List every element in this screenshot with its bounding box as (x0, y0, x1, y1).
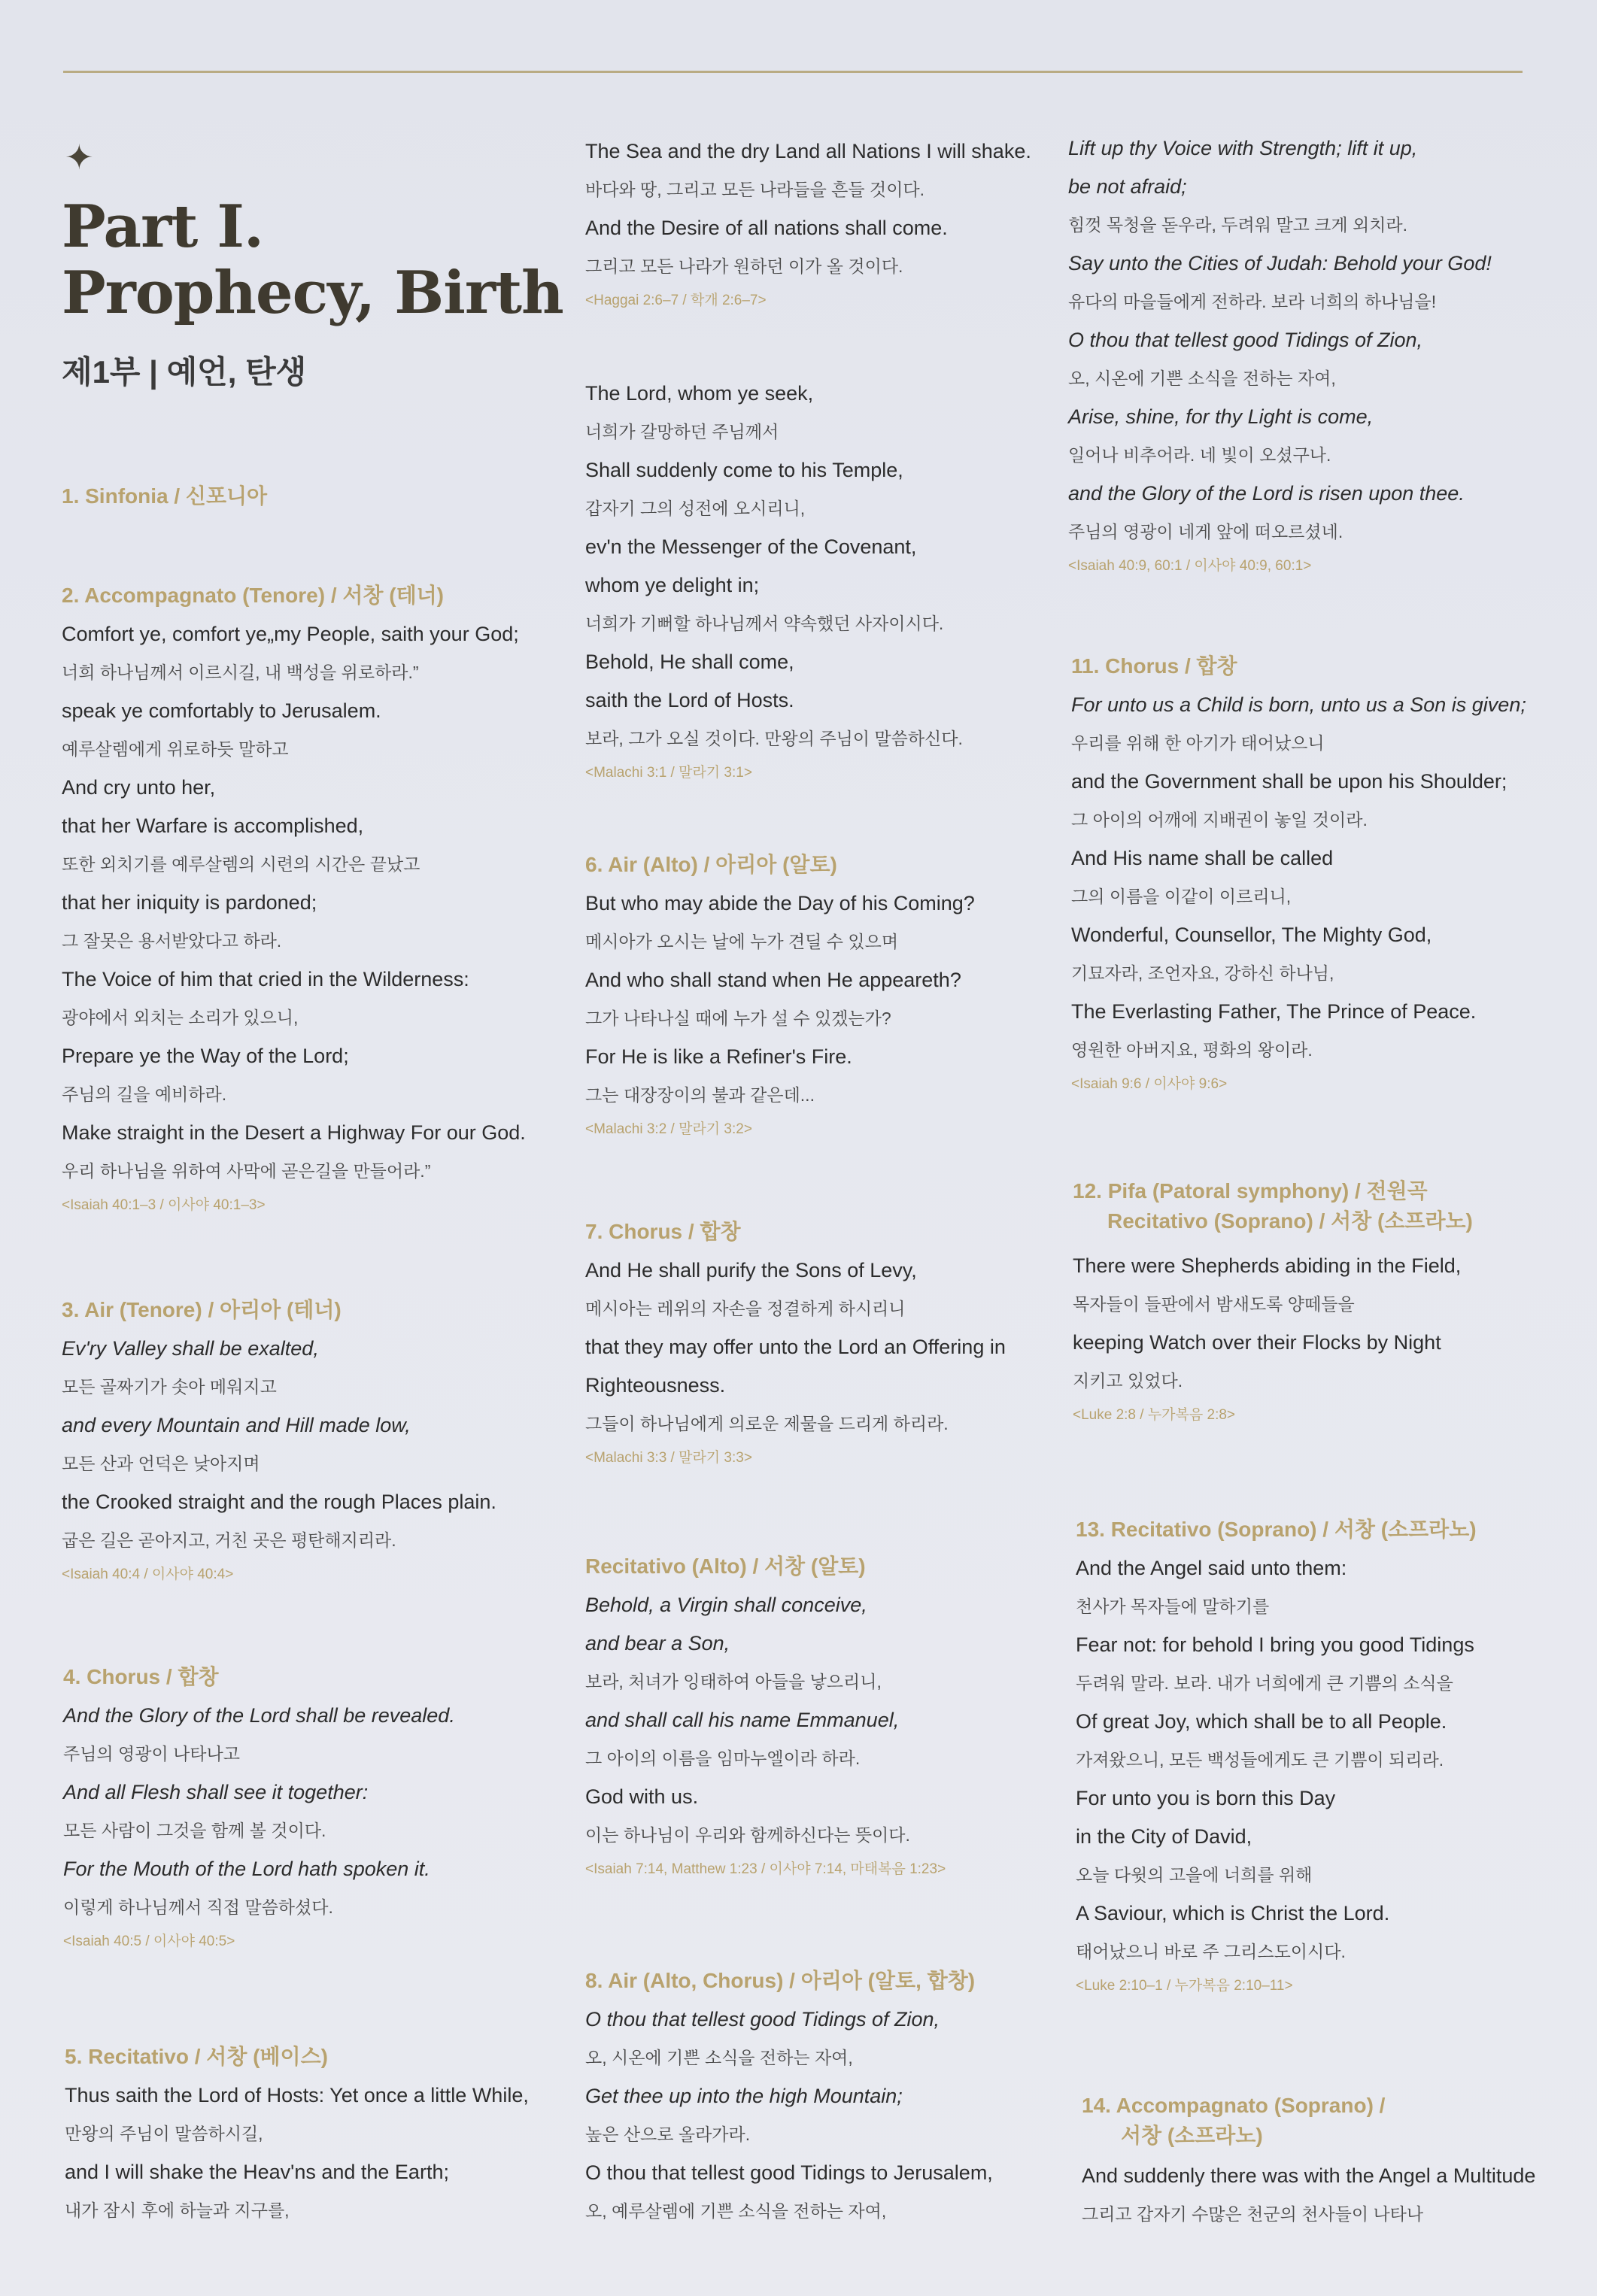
section-recitativo-alto (585, 1551, 946, 1885)
lyric-en: and I will shake the Heav'ns and the Earth; (65, 2161, 449, 2183)
lyric-ko: 높은 산으로 올라가라. (585, 2125, 751, 2144)
lyric-en: For unto us a Child is born, unto us a Son is given; (1071, 693, 1526, 716)
lyric-en: The Lord, whom ye seek, (585, 382, 814, 405)
lyric-en: and bear a Son, (585, 1632, 730, 1655)
lyric-ko: 주님의 길을 예비하라. (62, 1084, 227, 1104)
section-title: 4. Chorus / 합창 (63, 1665, 219, 1688)
lyric-ko: 기묘자라, 조언자요, 강하신 하나님, (1071, 963, 1334, 983)
lyric-en: God with us. (585, 1785, 699, 1808)
lyric-ko: 그 잘못은 용서받았다고 하라. (62, 931, 282, 951)
section-title: 11. Chorus / 합창 (1071, 654, 1237, 678)
lyric-ko: 보라, 처녀가 잉태하여 아들을 낳으리니, (585, 1672, 882, 1691)
lyric-ko: 그 아이의 어깨에 지배권이 놓일 것이라. (1071, 810, 1368, 830)
lyric-en: And all Flesh shall see it together: (63, 1781, 369, 1803)
lyric-ko: 천사가 목자들에 말하기를 (1076, 1597, 1270, 1616)
lyric-ko: 그는 대장장이의 불과 같은데... (585, 1085, 815, 1105)
part-title-line1: Part I. (62, 193, 264, 261)
lyric-en: that her Warfare is accomplished, (62, 814, 364, 837)
lyric-ko: 주님의 영광이 나타나고 (63, 1744, 240, 1764)
lyric-en: ev'n the Messenger of the Covenant, (585, 535, 917, 558)
lyric-en: and shall call his name Emmanuel, (585, 1709, 900, 1731)
lyric-en: And He shall purify the Sons of Levy, (585, 1259, 917, 1281)
section-14 (1082, 2091, 1535, 2234)
lyric-ko: 오, 예루살렘에 기쁜 소식을 전하는 자여, (585, 2201, 887, 2221)
lyric-ko: 오, 시온에 기쁜 소식을 전하는 자여, (585, 2048, 853, 2067)
lyric-ko: 예루살렘에게 위로하듯 말하고 (62, 739, 289, 759)
lyric-ko: 보라, 그가 오실 것이다. 만왕의 주님이 말씀하신다. (585, 729, 963, 748)
lyric-ko: 주님의 영광이 네게 앞에 떠오르셨네. (1068, 522, 1343, 541)
lyric-en: Comfort ye, comfort ye„my People, saith your God; (62, 623, 519, 645)
lyric-en: But who may abide the Day of his Coming? (585, 892, 975, 914)
lyric-ko: 그 아이의 이름을 임마누엘이라 하라. (585, 1749, 861, 1768)
lyric-en: in the City of David, (1076, 1825, 1252, 1848)
lyric-ko: 메시아가 오시는 날에 누가 견딜 수 있으며 (585, 932, 899, 951)
part-title (62, 193, 563, 327)
lyric-ko: 모든 산과 언덕은 낮아지며 (62, 1454, 260, 1473)
lyric-en: And cry unto her, (62, 776, 216, 799)
scripture-reference: <Luke 2:10–1 / 누가복음 2:10–11> (1076, 1978, 1293, 1994)
section-title-line2: Recitativo (Soprano) / 서창 (소프라노) (1107, 1209, 1473, 1233)
section-8-continued (1068, 129, 1492, 581)
lyric-en: And the Angel said unto them: (1076, 1557, 1347, 1579)
scripture-reference: <Isaiah 40:4 / 이사야 40:4> (62, 1567, 234, 1582)
lyric-en: Wonderful, Counsellor, The Mighty God, (1071, 924, 1432, 946)
lyric-ko: 그리고 모든 나라가 원하던 이가 올 것이다. (585, 256, 903, 276)
lyric-en: Thus saith the Lord of Hosts: Yet once a little While, (65, 2084, 529, 2106)
section-4 (63, 1662, 455, 1957)
lyric-en: O thou that tellest good Tidings to Jerusalem, (585, 2161, 993, 2184)
section-title: 7. Chorus / 합창 (585, 1220, 741, 1243)
scripture-reference: <Malachi 3:1 / 말라기 3:1> (585, 765, 752, 781)
lyric-ko: 목자들이 들판에서 밤새도록 양떼들을 (1073, 1294, 1355, 1314)
section-3 (62, 1295, 496, 1590)
lyric-en: O thou that tellest good Tidings of Zion, (585, 2008, 940, 2031)
section-1 (62, 481, 267, 511)
section-title-line2: 서창 (소프라노) (1121, 2124, 1263, 2147)
lyric-ko: 우리를 위해 한 아기가 태어났으니 (1071, 733, 1325, 753)
section-title: 1. Sinfonia / 신포니아 (62, 484, 268, 508)
lyric-ko: 오늘 다윗의 고을에 너희를 위해 (1076, 1865, 1313, 1885)
lyric-en: Behold, He shall come, (585, 651, 794, 673)
lyric-ko: 모든 사람이 그것을 함께 볼 것이다. (63, 1821, 326, 1840)
lyric-en: Of great Joy, which shall be to all People. (1076, 1710, 1447, 1733)
lyric-en: Behold, a Virgin shall conceive, (585, 1594, 867, 1616)
lyric-en: Get thee up into the high Mountain; (585, 2085, 903, 2107)
lyric-ko: 이렇게 하나님께서 직접 말씀하셨다. (63, 1897, 333, 1917)
lyric-en: A Saviour, which is Christ the Lord. (1076, 1902, 1390, 1924)
lyric-ko: 일어나 비추어라. 네 빛이 오셨구나. (1068, 445, 1331, 465)
scripture-reference: <Isaiah 7:14, Matthew 1:23 / 이사야 7:14, 마태복음 1:23> (585, 1861, 946, 1877)
scripture-reference: <Isaiah 40:1–3 / 이사야 40:1–3> (62, 1197, 266, 1213)
section-title (1082, 2091, 1535, 2151)
lyric-ko: 너희가 기뻐할 하나님께서 약속했던 사자이시다. (585, 614, 944, 633)
section-title: 8. Air (Alto, Chorus) / 아리아 (알토, 합창) (585, 1969, 976, 1992)
lyric-ko: 유다의 마을들에게 전하라. 보라 너희의 하나님을! (1068, 292, 1437, 311)
section-7 (585, 1217, 1006, 1473)
scripture-reference: <Malachi 3:2 / 말라기 3:2> (585, 1121, 752, 1137)
lyric-ko: 너희 하나님께서 이르시길, 내 백성을 위로하라.” (62, 663, 419, 682)
lyric-en: And the Desire of all nations shall come. (585, 217, 948, 239)
lyric-en: For the Mouth of the Lord hath spoken it. (63, 1858, 430, 1880)
lyric-en: Prepare ye the Way of the Lord; (62, 1045, 349, 1067)
lyric-ko: 내가 잠시 후에 하늘과 지구를, (65, 2200, 290, 2220)
sparkle-icon: ✦ (65, 138, 94, 177)
section-title: 3. Air (Tenore) / 아리아 (테너) (62, 1298, 342, 1321)
section-5-malachi (585, 375, 963, 788)
lyric-ko: 광야에서 외치는 소리가 있으니, (62, 1008, 299, 1027)
top-divider (63, 71, 1523, 73)
lyric-en: the Crooked straight and the rough Places plain. (62, 1491, 496, 1513)
section-title: 2. Accompagnato (Tenore) / 서창 (테너) (62, 584, 444, 607)
section-11 (1071, 651, 1526, 1099)
lyric-en: For unto you is born this Day (1076, 1787, 1336, 1809)
section-6 (585, 850, 975, 1145)
lyric-en: And who shall stand when He appeareth? (585, 969, 961, 991)
part-title-line2: Prophecy, Birth (62, 259, 563, 327)
lyric-ko: 너희가 갈망하던 주님께서 (585, 422, 779, 441)
lyric-en: The Everlasting Father, The Prince of Peace. (1071, 1000, 1477, 1023)
scripture-reference: <Isaiah 9:6 / 이사야 9:6> (1071, 1076, 1228, 1092)
lyric-en: The Voice of him that cried in the Wilderness: (62, 968, 469, 990)
lyric-en: saith the Lord of Hosts. (585, 689, 794, 711)
lyric-en: And suddenly there was with the Angel a Multitude (1082, 2164, 1536, 2187)
lyric-ko: 모든 골짜기가 솟아 메워지고 (62, 1377, 277, 1397)
lyric-ko: 힘껏 목청을 돋우라, 두려워 말고 크게 외치라. (1068, 215, 1408, 235)
lyric-en: Make straight in the Desert a Highway For our God. (62, 1121, 526, 1144)
lyric-ko: 두려워 말라. 보라. 내가 너희에게 큰 기쁨의 소식을 (1076, 1673, 1453, 1693)
lyric-en: There were Shepherds abiding in the Field, (1073, 1254, 1462, 1277)
lyric-en: And the Glory of the Lord shall be revealed. (63, 1704, 455, 1727)
lyric-ko: 바다와 땅, 그리고 모든 나라들을 흔들 것이다. (585, 180, 925, 199)
lyric-en: Ev'ry Valley shall be exalted, (62, 1337, 319, 1360)
scripture-reference: <Isaiah 40:9, 60:1 / 이사야 40:9, 60:1> (1068, 558, 1312, 574)
lyric-ko: 그들이 하나님에게 의로운 제물을 드리게 하리라. (585, 1414, 949, 1433)
lyric-ko: 오, 시온에 기쁜 소식을 전하는 자여, (1068, 369, 1336, 388)
section-title: 6. Air (Alto) / 아리아 (알토) (585, 853, 837, 876)
lyric-en: and every Mountain and Hill made low, (62, 1414, 411, 1436)
lyric-en: that her iniquity is pardoned; (62, 891, 317, 914)
lyric-ko: 굽은 길은 곧아지고, 거친 곳은 평탄해지리라. (62, 1530, 396, 1550)
scripture-reference: <Malachi 3:3 / 말라기 3:3> (585, 1450, 752, 1466)
lyric-en: be not afraid; (1068, 175, 1187, 198)
lyric-en: that they may offer unto the Lord an Offering in (585, 1336, 1006, 1358)
lyric-ko: 그의 이름을 이같이 이르리니, (1071, 887, 1292, 906)
lyric-en: whom ye delight in; (585, 574, 760, 596)
lyric-en: Shall suddenly come to his Temple, (585, 459, 903, 481)
section-title: Recitativo (Alto) / 서창 (알토) (585, 1554, 866, 1578)
section-title: 13. Recitativo (Soprano) / 서창 (소프라노) (1076, 1518, 1477, 1541)
lyric-en: Fear not: for behold I bring you good Tidings (1076, 1633, 1474, 1656)
lyric-ko: 그가 나타나실 때에 누가 설 수 있겠는가? (585, 1008, 891, 1028)
section-title-line1: 14. Accompagnato (Soprano) / (1082, 2094, 1386, 2117)
section-12 (1073, 1176, 1473, 1430)
lyric-ko: 우리 하나님을 위하여 사막에 곧은길을 만들어라.” (62, 1161, 431, 1181)
section-8 (585, 1966, 993, 2231)
lyric-ko: 메시아는 레위의 자손을 정결하게 하시리니 (585, 1299, 906, 1318)
section-title (1073, 1176, 1473, 1236)
lyric-ko: 이는 하나님이 우리와 함께하신다는 뜻이다. (585, 1825, 910, 1845)
scripture-reference: <Haggai 2:6–7 / 학개 2:6–7> (585, 293, 767, 308)
lyric-ko: 가져왔으니, 모든 백성들에게도 큰 기쁨이 되리라. (1076, 1750, 1444, 1770)
section-title-line1: 12. Pifa (Patoral symphony) / 전원곡 (1073, 1179, 1428, 1203)
lyric-en: Say unto the Cities of Judah: Behold your God! (1068, 252, 1492, 274)
lyric-en: Righteousness. (585, 1374, 726, 1397)
lyric-ko: 그리고 갑자기 수많은 천군의 천사들이 나타나 (1082, 2204, 1424, 2224)
lyric-en: And His name shall be called (1071, 847, 1334, 869)
lyric-en: Arise, shine, for thy Light is come, (1068, 405, 1374, 428)
lyric-ko: 지키고 있었다. (1073, 1371, 1183, 1391)
section-13 (1076, 1515, 1477, 2001)
part-subtitle: 제1부 | 예언, 탄생 (62, 354, 307, 390)
lyric-en: and the Glory of the Lord is risen upon thee. (1068, 482, 1465, 505)
lyric-ko: 만왕의 주님이 말씀하시길, (65, 2124, 263, 2143)
lyric-en: For He is like a Refiner's Fire. (585, 1045, 852, 1068)
lyric-en: O thou that tellest good Tidings of Zion, (1068, 329, 1423, 351)
section-title: 5. Recitativo / 서창 (베이스) (65, 2045, 328, 2068)
lyric-en: The Sea and the dry Land all Nations I will shake. (585, 140, 1031, 162)
lyric-en: keeping Watch over their Flocks by Night (1073, 1331, 1441, 1354)
lyric-ko: 영원한 아버지요, 평화의 왕이라. (1071, 1040, 1313, 1060)
lyric-en: and the Government shall be upon his Shoulder; (1071, 770, 1507, 793)
scripture-reference: <Isaiah 40:5 / 이사야 40:5> (63, 1934, 235, 1949)
lyric-ko: 태어났으니 바로 주 그리스도이시다. (1076, 1942, 1346, 1961)
section-2 (62, 581, 526, 1221)
scripture-reference: <Luke 2:8 / 누가복음 2:8> (1073, 1407, 1236, 1423)
lyric-ko: 또한 외치기를 예루살렘의 시련의 시간은 끝났고 (62, 854, 421, 874)
lyric-ko: 갑자기 그의 성전에 오시리니, (585, 499, 806, 518)
lyric-en: Lift up thy Voice with Strength; lift it up, (1068, 137, 1418, 159)
section-5-continued (585, 132, 1031, 316)
section-5 (65, 2042, 529, 2230)
lyric-en: speak ye comfortably to Jerusalem. (62, 699, 381, 722)
